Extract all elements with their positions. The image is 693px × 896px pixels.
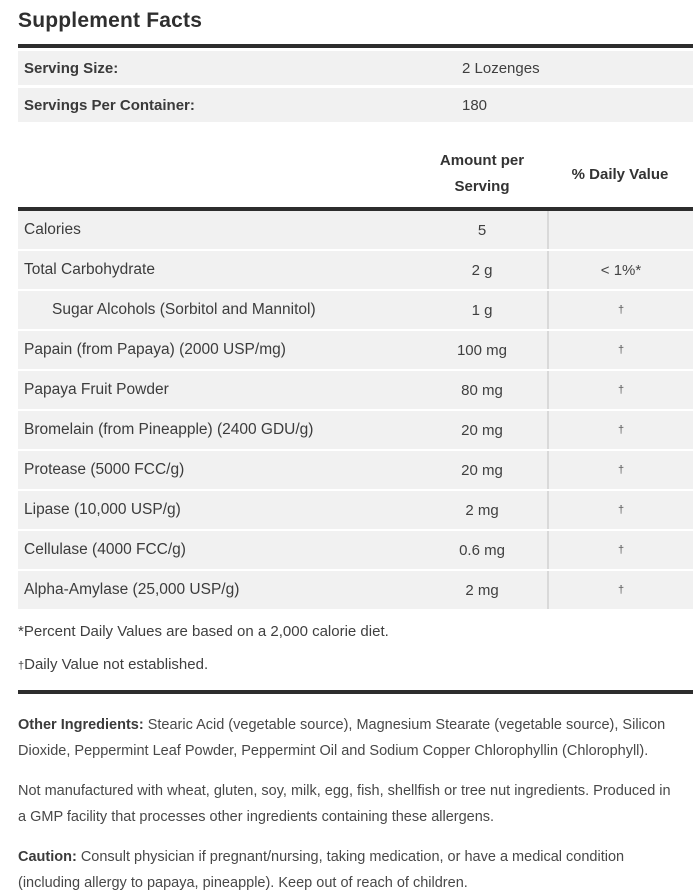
row-daily-value	[547, 211, 693, 249]
serving-info-label: Serving Size:	[24, 59, 119, 77]
caution-paragraph	[18, 844, 677, 896]
caution-text: Consult physician if pregnant/nursing, taking medication, or have a medical condition (including allergy to papaya, pineapple). Keep out of reach of children.	[18, 849, 625, 891]
footnote-dagger-mark: †	[18, 660, 25, 672]
table-row	[18, 411, 693, 449]
row-label: Protease (5000 FCC/g)	[24, 461, 185, 478]
serving-info	[18, 51, 693, 122]
other-ingredients-lead: Other Ingredients:	[18, 717, 144, 733]
column-header-daily-value: % Daily Value	[571, 165, 669, 183]
table-row	[18, 371, 693, 409]
row-amount: 2 mg	[465, 581, 499, 599]
row-daily-value: †	[547, 371, 693, 409]
row-daily-value: †	[547, 331, 693, 369]
table-row	[18, 331, 693, 369]
other-ingredients-paragraph	[18, 712, 677, 764]
footnote-text: Percent Daily Values are based on a 2,000 calorie diet.	[23, 623, 389, 640]
bottom-rule	[18, 690, 693, 694]
row-daily-value: < 1%*	[547, 251, 693, 289]
row-daily-value: †	[547, 491, 693, 529]
row-label: Total Carbohydrate	[24, 261, 155, 278]
table-row	[18, 211, 693, 249]
table-row	[18, 571, 693, 609]
row-label: Sugar Alcohols (Sorbitol and Mannitol)	[52, 301, 316, 318]
table-row	[18, 291, 693, 329]
serving-info-row	[18, 51, 693, 85]
serving-info-value: 2 Lozenges	[462, 59, 540, 77]
row-amount: 2 g	[471, 261, 493, 279]
row-amount: 1 g	[471, 301, 493, 319]
row-label: Cellulase (4000 FCC/g)	[24, 541, 186, 558]
serving-info-label: Servings Per Container:	[24, 96, 195, 114]
footnote-daily-value-not-established	[18, 656, 693, 676]
page-title: Supplement Facts	[18, 9, 203, 32]
serving-info-row	[18, 88, 693, 122]
footnote-text: Daily Value not established.	[24, 656, 209, 673]
column-header-amount	[417, 148, 547, 200]
row-amount: 2 mg	[465, 501, 499, 519]
row-amount: 80 mg	[461, 381, 503, 399]
row-label: Alpha-Amylase (25,000 USP/g)	[24, 581, 240, 598]
column-header-amount-line2: Serving	[454, 178, 510, 195]
row-label: Papain (from Papaya) (2000 USP/mg)	[24, 341, 286, 358]
allergen-text: Not manufactured with wheat, gluten, soy, milk, egg, fish, shellfish or tree nut ingredients. Produced in a GMP facility that processes other ingredients containing these allergens.	[18, 783, 671, 825]
footnote-percent-daily-value	[18, 623, 693, 640]
row-amount: 20 mg	[461, 421, 503, 439]
row-label: Papaya Fruit Powder	[24, 381, 169, 398]
column-header-amount-line1: Amount per	[439, 152, 525, 169]
row-daily-value: †	[547, 531, 693, 569]
row-amount: 20 mg	[461, 461, 503, 479]
table-row	[18, 251, 693, 289]
row-amount: 0.6 mg	[459, 541, 505, 559]
other-ingredients-text: Stearic Acid (vegetable source), Magnesium Stearate (vegetable source), Silicon Dioxide, Peppermint Leaf Powder, Peppermint Oil and Sodium Copper Chlorophyllin (Chlorophyll).	[18, 717, 666, 759]
footnote-asterisk-mark: *	[18, 623, 24, 640]
row-label: Bromelain (from Pineapple) (2400 GDU/g)	[24, 421, 314, 438]
row-amount: 5	[477, 221, 487, 239]
top-rule	[18, 44, 693, 48]
serving-info-value: 180	[462, 96, 488, 114]
table-row	[18, 531, 693, 569]
table-row	[18, 451, 693, 489]
row-daily-value: †	[547, 451, 693, 489]
row-label: Lipase (10,000 USP/g)	[24, 501, 181, 518]
bottom-paragraphs	[18, 712, 693, 896]
row-daily-value: †	[547, 291, 693, 329]
column-headers	[18, 148, 693, 200]
row-daily-value: †	[547, 411, 693, 449]
allergen-paragraph	[18, 778, 677, 830]
row-label: Calories	[24, 221, 81, 238]
row-daily-value: †	[547, 571, 693, 609]
row-amount: 100 mg	[456, 341, 508, 359]
caution-lead: Caution:	[18, 849, 77, 865]
nutrient-table	[18, 211, 693, 609]
table-row	[18, 491, 693, 529]
